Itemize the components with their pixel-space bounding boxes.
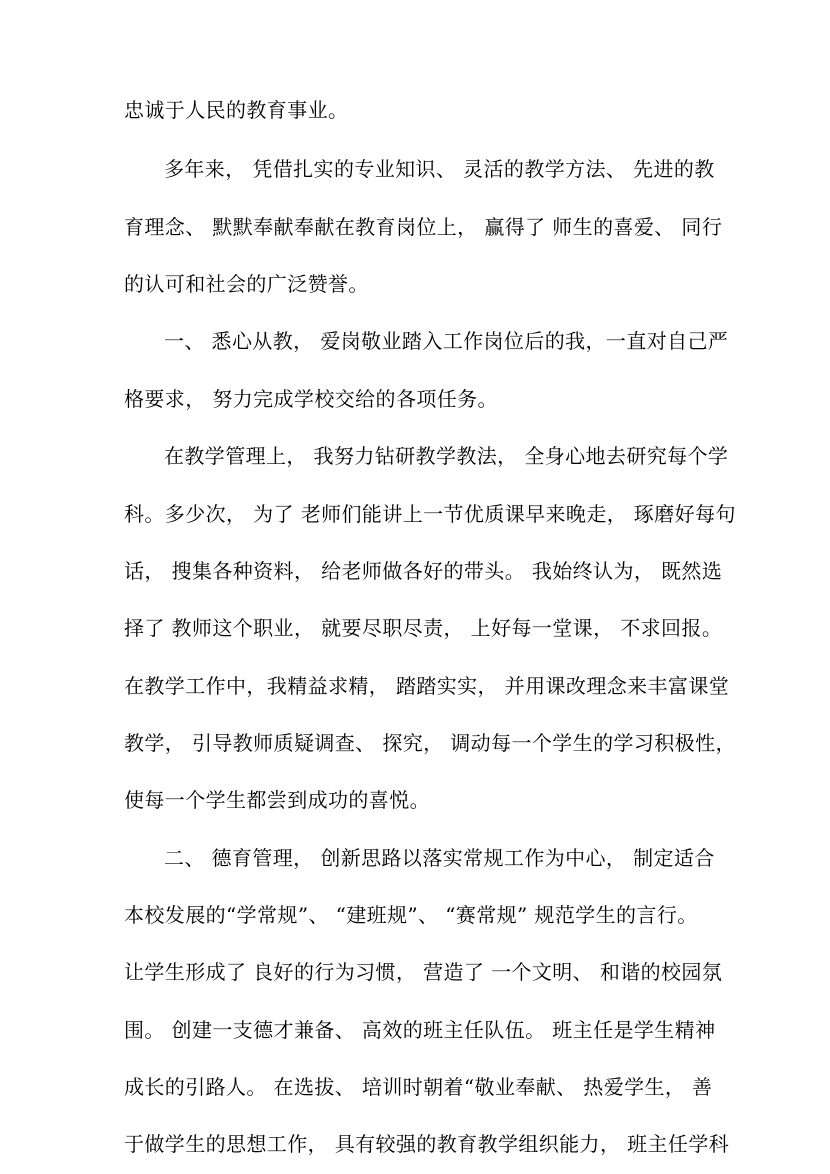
text-line: 使每一个学生都尝到成功的喜悦。 bbox=[124, 788, 430, 812]
text-line: 成长的引路人。 在选拔、 培训时朝着“敬业奉献、 热爱学生， 善 bbox=[124, 1075, 713, 1099]
text-line: 在教学管理上， 我努力钻研教学教法， 全身心地去研究每个学 bbox=[164, 444, 729, 468]
text-line: 多年来， 凭借扎实的专业知识、 灵活的教学方法、 先进的教 bbox=[164, 157, 715, 181]
text-line: 格要求， 努力完成学校交给的各项任务。 bbox=[124, 387, 498, 411]
text-line: 本校发展的“学常规”、 “建班规”、 “赛常规” 规范学生的言行。 bbox=[124, 903, 698, 927]
text-line: 育理念、 默默奉献奉献在教育岗位上， 赢得了 师生的喜爱、 同行 bbox=[124, 215, 723, 239]
text-line: 科。多少次， 为了 老师们能讲上一节优质课早来晚走， 琢磨好每句 bbox=[124, 502, 736, 526]
text-line: 让学生形成了 良好的行为习惯， 营造了 一个文明、 和谐的校园氛 bbox=[124, 960, 723, 984]
text-line: 一、 悉心从教， 爱岗敬业踏入工作岗位后的我，一直对自己严 bbox=[164, 329, 729, 353]
text-line: 在教学工作中，我精益求精， 踏踏实实， 并用课改理念来丰富课堂 bbox=[124, 674, 730, 698]
text-line: 的认可和社会的广泛赞誉。 bbox=[124, 272, 369, 296]
text-line: 忠诚于人民的教育事业。 bbox=[124, 98, 349, 122]
text-line: 择了 教师这个职业， 就要尽职尽责， 上好每一堂课， 不求回报。 bbox=[124, 616, 723, 640]
text-line: 围。 创建一支德才兼备、 高效的班主任队伍。 班主任是学生精神 bbox=[124, 1018, 716, 1042]
text-line: 二、 德育管理， 创新思路以落实常规工作为中心， 制定适合 bbox=[164, 846, 715, 870]
text-line: 教学， 引导教师质疑调查、 探究， 调动每一个学生的学习积极性， bbox=[124, 731, 736, 755]
text-line: 于做学生的思想工作， 具有较强的教育教学组织能力， 班主任学科 bbox=[124, 1132, 730, 1156]
text-line: 话， 搜集各种资料， 给老师做各好的带头。 我始终认为， 既然选 bbox=[124, 559, 723, 583]
